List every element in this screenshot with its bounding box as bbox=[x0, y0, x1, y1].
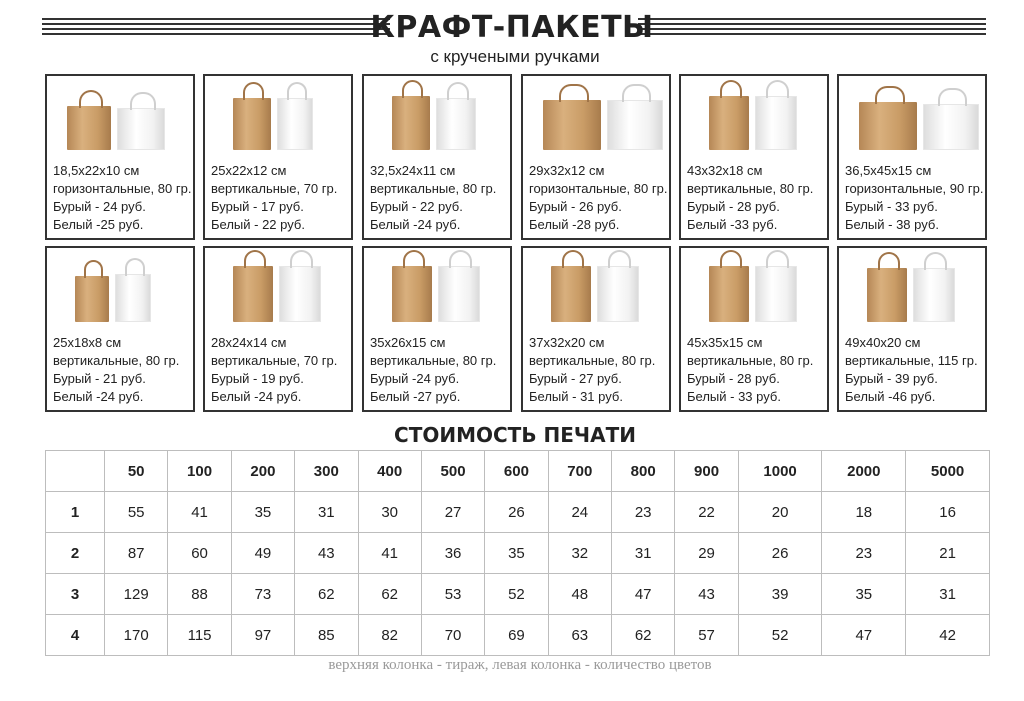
product-orientation: вертикальные, 80 гр. bbox=[687, 181, 814, 196]
product-white: Белый - 38 руб. bbox=[845, 217, 939, 232]
product-card bbox=[521, 74, 671, 240]
price-cell: 62 bbox=[612, 615, 675, 656]
quantity-header-cell: 700 bbox=[548, 451, 611, 492]
bag-photos bbox=[543, 262, 663, 322]
product-description bbox=[370, 334, 496, 406]
product-orientation: горизонтальные, 80 гр. bbox=[529, 181, 668, 196]
product-brown: Бурый - 17 руб. bbox=[211, 199, 304, 214]
kraft-bag-image bbox=[392, 266, 432, 322]
price-cell: 42 bbox=[906, 615, 990, 656]
price-cell: 35 bbox=[485, 533, 548, 574]
price-cell: 70 bbox=[421, 615, 484, 656]
product-size: 45x35x15 см bbox=[687, 335, 763, 350]
price-cell: 82 bbox=[358, 615, 421, 656]
white-bag-image bbox=[755, 96, 797, 150]
price-cell: 52 bbox=[738, 615, 822, 656]
quantity-header-cell: 100 bbox=[168, 451, 231, 492]
product-description bbox=[211, 162, 337, 234]
kraft-bag-image bbox=[867, 268, 907, 322]
white-bag-image bbox=[607, 100, 663, 150]
white-bag-image bbox=[436, 98, 476, 150]
price-cell: 47 bbox=[822, 615, 906, 656]
product-description bbox=[529, 334, 655, 406]
quantity-header-cell: 600 bbox=[485, 451, 548, 492]
bag-photos bbox=[225, 90, 345, 150]
quantity-header-cell: 1000 bbox=[738, 451, 822, 492]
price-cell: 115 bbox=[168, 615, 231, 656]
price-cell: 60 bbox=[168, 533, 231, 574]
product-brown: Бурый - 39 руб. bbox=[845, 371, 938, 386]
product-size: 49x40x20 см bbox=[845, 335, 921, 350]
price-cell: 43 bbox=[675, 574, 738, 615]
bag-photos bbox=[701, 262, 821, 322]
product-description bbox=[53, 162, 191, 234]
bag-photos bbox=[384, 262, 504, 322]
kraft-bag-image bbox=[75, 276, 109, 322]
product-size: 25x18x8 см bbox=[53, 335, 122, 350]
product-card bbox=[679, 246, 829, 412]
product-orientation: вертикальные, 80 гр. bbox=[370, 353, 497, 368]
product-size: 29x32x12 см bbox=[529, 163, 605, 178]
table-row bbox=[46, 533, 990, 574]
colors-count-cell: 2 bbox=[46, 533, 105, 574]
colors-count-cell: 4 bbox=[46, 615, 105, 656]
quantity-header-cell: 5000 bbox=[906, 451, 990, 492]
quantity-header-cell: 200 bbox=[231, 451, 294, 492]
product-brown: Бурый - 24 руб. bbox=[53, 199, 146, 214]
kraft-bag-image bbox=[233, 266, 273, 322]
product-description bbox=[53, 334, 179, 406]
bag-photos bbox=[701, 90, 821, 150]
quantity-header-cell: 2000 bbox=[822, 451, 906, 492]
product-orientation: вертикальные, 80 гр. bbox=[529, 353, 656, 368]
product-card bbox=[679, 74, 829, 240]
table-header-row bbox=[46, 451, 990, 492]
product-white: Белый -24 руб. bbox=[53, 389, 144, 404]
price-cell: 41 bbox=[358, 533, 421, 574]
price-cell: 16 bbox=[906, 492, 990, 533]
product-card bbox=[45, 74, 195, 240]
quantity-header-cell: 50 bbox=[105, 451, 168, 492]
price-cell: 88 bbox=[168, 574, 231, 615]
price-cell: 47 bbox=[612, 574, 675, 615]
product-orientation: вертикальные, 115 гр. bbox=[845, 353, 978, 368]
price-cell: 57 bbox=[675, 615, 738, 656]
price-cell: 85 bbox=[295, 615, 358, 656]
product-orientation: горизонтальные, 90 гр. bbox=[845, 181, 984, 196]
bag-photos bbox=[543, 90, 663, 150]
product-white: Белый -27 руб. bbox=[370, 389, 461, 404]
product-size: 35x26x15 см bbox=[370, 335, 446, 350]
product-brown: Бурый -24 руб. bbox=[370, 371, 460, 386]
price-cell: 129 bbox=[105, 574, 168, 615]
price-cell: 35 bbox=[231, 492, 294, 533]
price-cell: 73 bbox=[231, 574, 294, 615]
product-orientation: вертикальные, 80 гр. bbox=[53, 353, 180, 368]
product-card bbox=[203, 246, 353, 412]
price-cell: 31 bbox=[295, 492, 358, 533]
product-description bbox=[687, 162, 813, 234]
white-bag-image bbox=[279, 266, 321, 322]
product-orientation: вертикальные, 70 гр. bbox=[211, 181, 338, 196]
price-cell: 23 bbox=[822, 533, 906, 574]
white-bag-image bbox=[755, 266, 797, 322]
price-cell: 49 bbox=[231, 533, 294, 574]
price-cell: 18 bbox=[822, 492, 906, 533]
kraft-bag-image bbox=[859, 102, 917, 150]
page-title: КРАФТ-ПАКЕТЫ bbox=[370, 10, 654, 45]
price-cell: 29 bbox=[675, 533, 738, 574]
product-white: Белый -28 руб. bbox=[529, 217, 620, 232]
product-size: 25x22x12 см bbox=[211, 163, 287, 178]
price-cell: 22 bbox=[675, 492, 738, 533]
table-row bbox=[46, 574, 990, 615]
quantity-header-cell: 500 bbox=[421, 451, 484, 492]
product-description bbox=[687, 334, 813, 406]
product-size: 28x24x14 см bbox=[211, 335, 287, 350]
product-card bbox=[362, 246, 512, 412]
product-white: Белый -25 руб. bbox=[53, 217, 144, 232]
product-card bbox=[837, 74, 987, 240]
price-cell: 62 bbox=[295, 574, 358, 615]
kraft-bag-image bbox=[709, 96, 749, 150]
quantity-header-cell: 800 bbox=[612, 451, 675, 492]
print-cost-title: СТОИМОСТЬ ПЕЧАТИ bbox=[394, 423, 636, 447]
white-bag-image bbox=[923, 104, 979, 150]
product-brown: Бурый - 33 руб. bbox=[845, 199, 938, 214]
table-row bbox=[46, 615, 990, 656]
product-brown: Бурый - 26 руб. bbox=[529, 199, 622, 214]
product-size: 32,5x24x11 см bbox=[370, 163, 456, 178]
kraft-bag-image bbox=[233, 98, 271, 150]
price-cell: 53 bbox=[421, 574, 484, 615]
white-bag-image bbox=[597, 266, 639, 322]
product-size: 37x32x20 см bbox=[529, 335, 605, 350]
quantity-header-cell: 400 bbox=[358, 451, 421, 492]
price-cell: 24 bbox=[548, 492, 611, 533]
price-cell: 170 bbox=[105, 615, 168, 656]
kraft-bag-image bbox=[67, 106, 111, 150]
bag-photos bbox=[859, 90, 979, 150]
table-row bbox=[46, 492, 990, 533]
product-description bbox=[211, 334, 337, 406]
product-brown: Бурый - 28 руб. bbox=[687, 199, 780, 214]
bag-photos bbox=[384, 90, 504, 150]
price-cell: 97 bbox=[231, 615, 294, 656]
product-white: Белый -24 руб. bbox=[370, 217, 461, 232]
product-orientation: вертикальные, 80 гр. bbox=[687, 353, 814, 368]
white-bag-image bbox=[117, 108, 165, 150]
price-cell: 21 bbox=[906, 533, 990, 574]
price-cell: 55 bbox=[105, 492, 168, 533]
price-cell: 62 bbox=[358, 574, 421, 615]
price-cell: 41 bbox=[168, 492, 231, 533]
price-cell: 35 bbox=[822, 574, 906, 615]
product-white: Белый - 31 руб. bbox=[529, 389, 623, 404]
price-cell: 26 bbox=[738, 533, 822, 574]
white-bag-image bbox=[277, 98, 313, 150]
product-orientation: вертикальные, 80 гр. bbox=[370, 181, 497, 196]
price-cell: 31 bbox=[906, 574, 990, 615]
price-cell: 69 bbox=[485, 615, 548, 656]
product-brown: Бурый - 22 руб. bbox=[370, 199, 463, 214]
product-card bbox=[521, 246, 671, 412]
product-white: Белый -33 руб. bbox=[687, 217, 778, 232]
product-size: 43x32x18 см bbox=[687, 163, 763, 178]
product-orientation: вертикальные, 70 гр. bbox=[211, 353, 338, 368]
page-subtitle: с кручеными ручками bbox=[430, 47, 600, 66]
price-cell: 32 bbox=[548, 533, 611, 574]
product-brown: Бурый - 21 руб. bbox=[53, 371, 146, 386]
price-cell: 43 bbox=[295, 533, 358, 574]
price-cell: 23 bbox=[612, 492, 675, 533]
table-corner-cell bbox=[46, 451, 105, 492]
price-cell: 39 bbox=[738, 574, 822, 615]
quantity-header-cell: 900 bbox=[675, 451, 738, 492]
footnote: верхняя колонка - тираж, левая колонка - количество цветов bbox=[328, 657, 712, 673]
colors-count-cell: 1 bbox=[46, 492, 105, 533]
white-bag-image bbox=[438, 266, 480, 322]
product-white: Белый - 22 руб. bbox=[211, 217, 305, 232]
bag-photos bbox=[67, 262, 187, 322]
kraft-bag-image bbox=[392, 96, 430, 150]
product-white: Белый -46 руб. bbox=[845, 389, 936, 404]
kraft-bag-image bbox=[551, 266, 591, 322]
product-card bbox=[203, 74, 353, 240]
bag-photos bbox=[225, 262, 345, 322]
product-description bbox=[845, 334, 978, 406]
colors-count-cell: 3 bbox=[46, 574, 105, 615]
product-description bbox=[529, 162, 667, 234]
price-cell: 20 bbox=[738, 492, 822, 533]
product-size: 18,5x22x10 см bbox=[53, 163, 140, 178]
price-cell: 87 bbox=[105, 533, 168, 574]
bag-photos bbox=[859, 262, 979, 322]
product-orientation: горизонтальные, 80 гр. bbox=[53, 181, 192, 196]
product-brown: Бурый - 19 руб. bbox=[211, 371, 304, 386]
product-white: Белый -24 руб. bbox=[211, 389, 302, 404]
price-cell: 31 bbox=[612, 533, 675, 574]
kraft-bag-image bbox=[543, 100, 601, 150]
price-cell: 30 bbox=[358, 492, 421, 533]
product-description bbox=[370, 162, 496, 234]
white-bag-image bbox=[913, 268, 955, 322]
kraft-bag-image bbox=[709, 266, 749, 322]
product-card bbox=[837, 246, 987, 412]
price-cell: 48 bbox=[548, 574, 611, 615]
price-cell: 63 bbox=[548, 615, 611, 656]
white-bag-image bbox=[115, 274, 151, 322]
product-card bbox=[362, 74, 512, 240]
price-cell: 36 bbox=[421, 533, 484, 574]
product-card bbox=[45, 246, 195, 412]
product-brown: Бурый - 28 руб. bbox=[687, 371, 780, 386]
bag-photos bbox=[67, 90, 187, 150]
product-white: Белый - 33 руб. bbox=[687, 389, 781, 404]
print-cost-table bbox=[45, 450, 990, 656]
product-size: 36,5x45x15 см bbox=[845, 163, 932, 178]
quantity-header-cell: 300 bbox=[295, 451, 358, 492]
price-cell: 26 bbox=[485, 492, 548, 533]
price-cell: 52 bbox=[485, 574, 548, 615]
price-cell: 27 bbox=[421, 492, 484, 533]
product-description bbox=[845, 162, 983, 234]
product-brown: Бурый - 27 руб. bbox=[529, 371, 622, 386]
